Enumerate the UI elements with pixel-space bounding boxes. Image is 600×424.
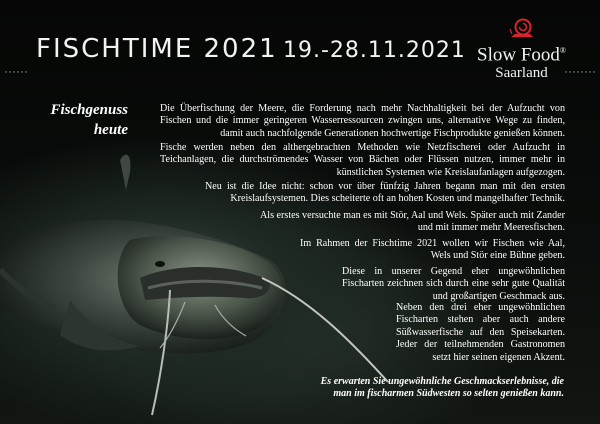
paragraph-7: Neben den drei eher ungewöhnlichen Fischarten stehen aber auch andere Süßwasserfische auf den Speisekarten. Jeder der teilnehmenden Gastronomen setzt hier seinen eigenen Akzent.: [396, 302, 565, 363]
paragraph-4: Als erstes versuchte man es mit Stör, Aal und Wels. Später auch mit Zander und mit immer mehr Meeresfischen.: [260, 210, 565, 234]
registered-mark: ®: [559, 46, 566, 55]
paragraph-6: Diese in unserer Gegend eher ungewöhnlichen Fischarten zeichnen sich durch eine sehr gute Qualität und großartigen Geschmack aus.: [342, 266, 565, 302]
paragraph-1: Die Überfischung der Meere, die Forderung nach mehr Nachhaltigkeit bei der Aufzucht von Fischen und die immer geringeren Wasserressourcen zwingen uns, alternative Wege zu finden, damit auch nachfolgende Generationen hochwertige Fischprodukte genießen können.: [160, 103, 565, 139]
heading-line-2: heute: [93, 122, 128, 138]
logo-name: Slow Food: [477, 44, 560, 66]
snail-icon: [509, 18, 535, 40]
closing-statement: Es erwarten Sie ungewöhnliche Geschmackserlebnisse, die man im fischarmen Südwesten so selten genießen kann.: [320, 376, 564, 400]
dotted-divider: [0, 70, 600, 74]
page-title: FISCHTIME 2021: [36, 34, 278, 64]
heading-line-1: Fischgenuss: [50, 102, 128, 118]
section-heading: [30, 100, 128, 140]
paragraph-3: Neu ist die Idee nicht: schon vor über fünfzig Jahren begann man mit den ersten Kreislaufsystemen. Dies scheiterte oft an hohen Kosten und mangelhafter Technik.: [205, 181, 565, 205]
logo-region: Saarland: [495, 65, 548, 82]
paragraph-5: Im Rahmen der Fischtime 2021 wollen wir Fischen wie Aal, Wels und Stör eine Bühne geben.: [300, 238, 565, 262]
paragraph-2: Fische werden neben den althergebrachten Methoden wie Netzfischerei oder Aufzucht in Teichanlagen, die durchströmendes Wasser von Bächen oder Flüssen nutzen, immer mehr in künstlichen Systemen wie Kreislaufanlagen aufgezogen.: [160, 142, 565, 178]
event-date: 19.-28.11.2021: [283, 38, 466, 63]
